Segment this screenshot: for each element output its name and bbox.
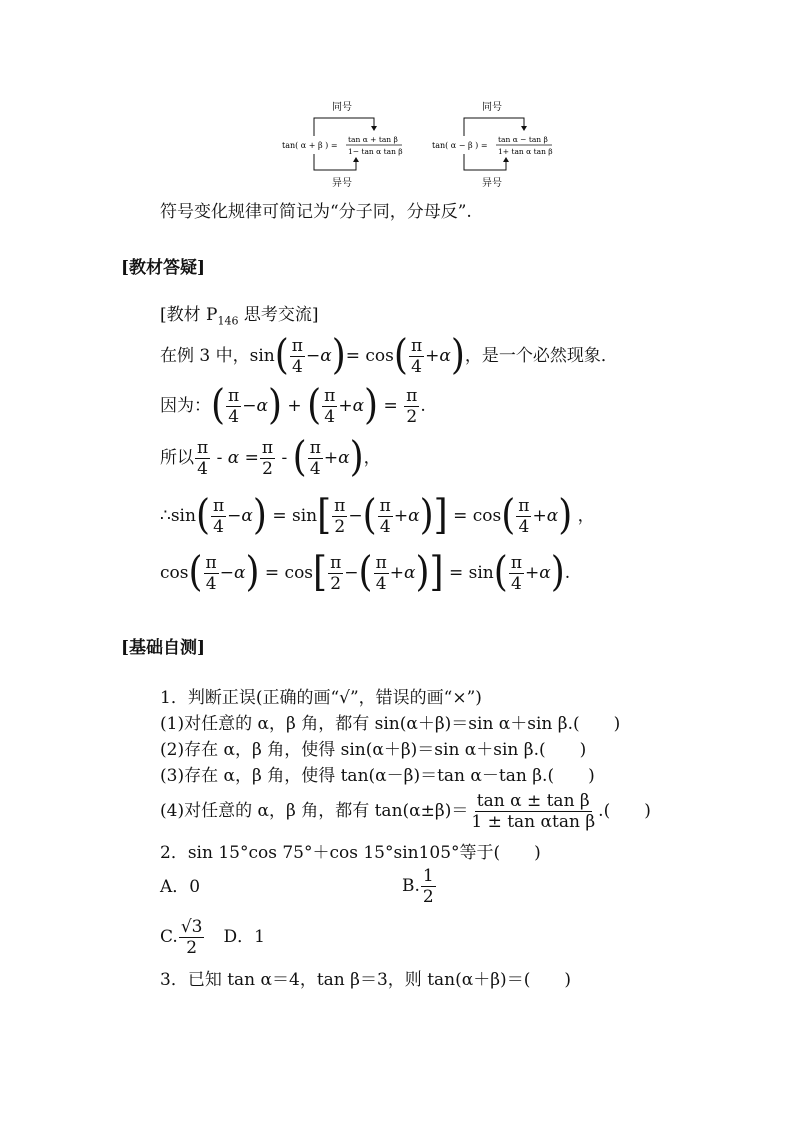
diagram-right-denominator: 1+ tan α tan β <box>498 147 553 156</box>
bracket-close: ] <box>429 548 444 596</box>
fraction-pi-over-4: $\frac{\pi}{4}$ <box>205 552 217 594</box>
question-1-item-2: (2)存在 α，β 角，使得 sin(α＋β)＝sin α＋sin β.( ) <box>160 740 587 760</box>
cos-label: cos <box>160 563 189 583</box>
paren-open: ( <box>211 381 226 429</box>
option-2A: A．0 <box>160 877 201 897</box>
minus-alpha: −α <box>227 506 253 526</box>
paren-open: ( <box>188 548 203 596</box>
question-1: 1．判断正误(正确的画“√”，错误的画“×”) <box>160 688 482 708</box>
therefore-cos-line <box>160 549 570 597</box>
diagram-right-bottom-label: 异号 <box>482 178 502 189</box>
section-title-basic-self-test: [基础自测] <box>121 638 206 658</box>
equals-sin: = sin <box>266 506 318 526</box>
fraction-pi-over-2: $\frac{\pi}{2}$ <box>261 437 274 479</box>
diagram-left-top-label: 同号 <box>332 102 352 113</box>
minus-sign: − <box>348 506 363 526</box>
question-1-item-3: (3)存在 α，β 角，使得 tan(α－β)＝tan α－tan β.( ) <box>160 766 595 786</box>
paren-close: ) <box>550 548 565 596</box>
ref-suffix: 思考交流] <box>238 305 319 325</box>
paren-close: ) <box>415 548 430 596</box>
paren-open: ( <box>362 491 377 539</box>
tan-sum-diff-fraction: $\frac{\text{tan α ± tan β}}{\text{1 ± tan αtan β}}$ <box>471 790 596 832</box>
so-line <box>160 433 381 481</box>
so-label: 所以 <box>160 448 194 468</box>
fraction-pi-over-2: $\frac{\pi}{2}$ <box>406 385 418 427</box>
example-line <box>160 331 618 379</box>
paren-close: ) <box>252 491 267 539</box>
therefore-sin-line <box>160 492 595 540</box>
arrow-head <box>353 157 359 162</box>
same-sign-arrow <box>314 118 374 136</box>
paren-close: ) <box>558 491 573 539</box>
fraction-pi-over-2: $\frac{\pi}{2}$ <box>334 495 346 537</box>
example-suffix: ，是一个必然现象． <box>464 346 618 366</box>
fraction-pi-over-4: $\frac{\pi}{4}$ <box>197 437 209 479</box>
diagram-right-numerator: tan α − tan β <box>498 135 548 144</box>
therefore-label: ∴sin <box>160 506 196 526</box>
fraction-one-half: $\frac{1}{2}$ <box>422 865 434 907</box>
opposite-sign-arrow <box>464 154 506 170</box>
fraction-pi-over-2: $\frac{\pi}{2}$ <box>330 552 342 594</box>
diagram-left-lhs: tan( α + β ) = <box>282 141 338 150</box>
paren-open: ( <box>358 548 373 596</box>
paren-close: ) <box>419 491 434 539</box>
fraction-pi-over-4: $\frac{\pi}{4}$ <box>410 335 423 377</box>
fraction-pi-over-4: $\frac{\pi}{4}$ <box>518 495 530 537</box>
fraction-pi-over-4: $\frac{\pi}{4}$ <box>228 385 240 427</box>
plus-alpha: +α <box>338 396 365 416</box>
plus-alpha: +α <box>323 448 350 468</box>
paren-open: ( <box>493 548 508 596</box>
ref-prefix: [教材 P <box>160 305 218 325</box>
diagram-left-numerator: tan α + tan β <box>348 135 398 144</box>
minus-sign: − <box>344 563 359 583</box>
opposite-sign-arrow <box>314 154 356 170</box>
paren-close: ) <box>364 381 379 429</box>
question-1-item-4 <box>160 787 651 835</box>
equals-sin: = sin <box>443 563 494 583</box>
textbook-reference <box>160 304 319 332</box>
bracket-open: [ <box>317 491 332 539</box>
equals-cos: = cos <box>447 506 502 526</box>
sign-rule-text: 符号变化规律可简记为“分子同，分母反”. <box>160 202 472 222</box>
paren-close: ) <box>331 331 346 379</box>
section-title-textbook-qa: [教材答疑] <box>121 258 206 278</box>
paren-open: ( <box>501 491 516 539</box>
fraction-pi-over-4: $\frac{\pi}{4}$ <box>291 335 303 377</box>
paren-close: ) <box>245 548 260 596</box>
period: . <box>420 396 426 416</box>
equals-sign: = <box>378 396 404 416</box>
comma: ， <box>363 448 381 468</box>
option-2C-2D <box>160 913 265 961</box>
q1-4-prefix: (4)对任意的 α，β 角，都有 tan(α±β)＝ <box>160 801 469 821</box>
plus-alpha: +α <box>532 506 559 526</box>
question-3: 3．已知 tan α＝4，tan β＝3，则 tan(α＋β)＝( ) <box>160 970 571 990</box>
fraction-pi-over-4: $\frac{\pi}{4}$ <box>309 437 321 479</box>
arrow-head <box>521 126 527 131</box>
plus-sign: + <box>282 396 308 416</box>
paren-open: ( <box>195 491 210 539</box>
fraction-sqrt3-over-2: $\frac{√3}{2}$ <box>180 916 203 958</box>
plus-alpha: +α <box>525 563 551 583</box>
paren-close: ) <box>267 381 283 429</box>
bracket-close: ] <box>433 491 448 539</box>
equals-cos: = cos <box>345 346 394 366</box>
option-2B-label: B. <box>402 876 420 896</box>
question-1-item-1: (1)对任意的 α，β 角，都有 sin(α＋β)＝sin α＋sin β.( ) <box>160 714 621 734</box>
option-2D: D．1 <box>223 927 265 947</box>
minus-alpha: - α = <box>211 448 259 468</box>
fraction-pi-over-4: $\frac{\pi}{4}$ <box>379 495 391 537</box>
plus-alpha: +α <box>389 563 416 583</box>
fraction-pi-over-4: $\frac{\pi}{4}$ <box>375 552 387 594</box>
paren-open: ( <box>393 331 408 379</box>
plus-alpha: +α <box>393 506 420 526</box>
plus-alpha: +α <box>425 346 451 366</box>
comma: ， <box>572 506 595 526</box>
paren-close: ) <box>450 331 465 379</box>
diagram-right-top-label: 同号 <box>482 102 502 113</box>
option-2B <box>402 862 437 910</box>
minus-alpha: −α <box>305 346 332 366</box>
fraction-pi-over-4: $\frac{\pi}{4}$ <box>510 552 522 594</box>
tan-sign-diagram <box>280 96 570 192</box>
diagram-left-denominator: 1− tan α tan β <box>348 147 403 156</box>
because-line <box>160 381 426 429</box>
tan-diff-formula <box>432 101 553 189</box>
arrow-head <box>371 126 377 131</box>
bracket-open: [ <box>313 548 328 596</box>
diagram-right-lhs: tan( α − β ) = <box>432 141 488 150</box>
question-2: 2．sin 15°cos 75°＋cos 15°sin105°等于( ) <box>160 843 541 863</box>
same-sign-arrow <box>464 118 524 136</box>
paren-open: ( <box>292 433 307 481</box>
paren-close: ) <box>349 433 364 481</box>
diagram-left-bottom-label: 异号 <box>332 178 352 189</box>
option-2C-label: C. <box>160 927 178 947</box>
q1-4-suffix: .( ) <box>598 801 651 821</box>
minus-alpha: −α <box>242 396 268 416</box>
example-prefix: 在例 3 中，sin <box>160 346 275 366</box>
arrow-head <box>503 157 509 162</box>
paren-open: ( <box>307 381 322 429</box>
period: . <box>564 563 571 583</box>
tan-sum-formula <box>282 101 403 189</box>
paren-open: ( <box>274 331 289 379</box>
fraction-pi-over-4: $\frac{\pi}{4}$ <box>212 495 225 537</box>
fraction-pi-over-4: $\frac{\pi}{4}$ <box>324 385 336 427</box>
minus-sign: - <box>276 448 293 468</box>
equals-cos: = cos <box>259 563 314 583</box>
ref-page: 146 <box>217 314 239 328</box>
minus-alpha: −α <box>219 563 246 583</box>
because-label: 因为： <box>160 396 211 416</box>
